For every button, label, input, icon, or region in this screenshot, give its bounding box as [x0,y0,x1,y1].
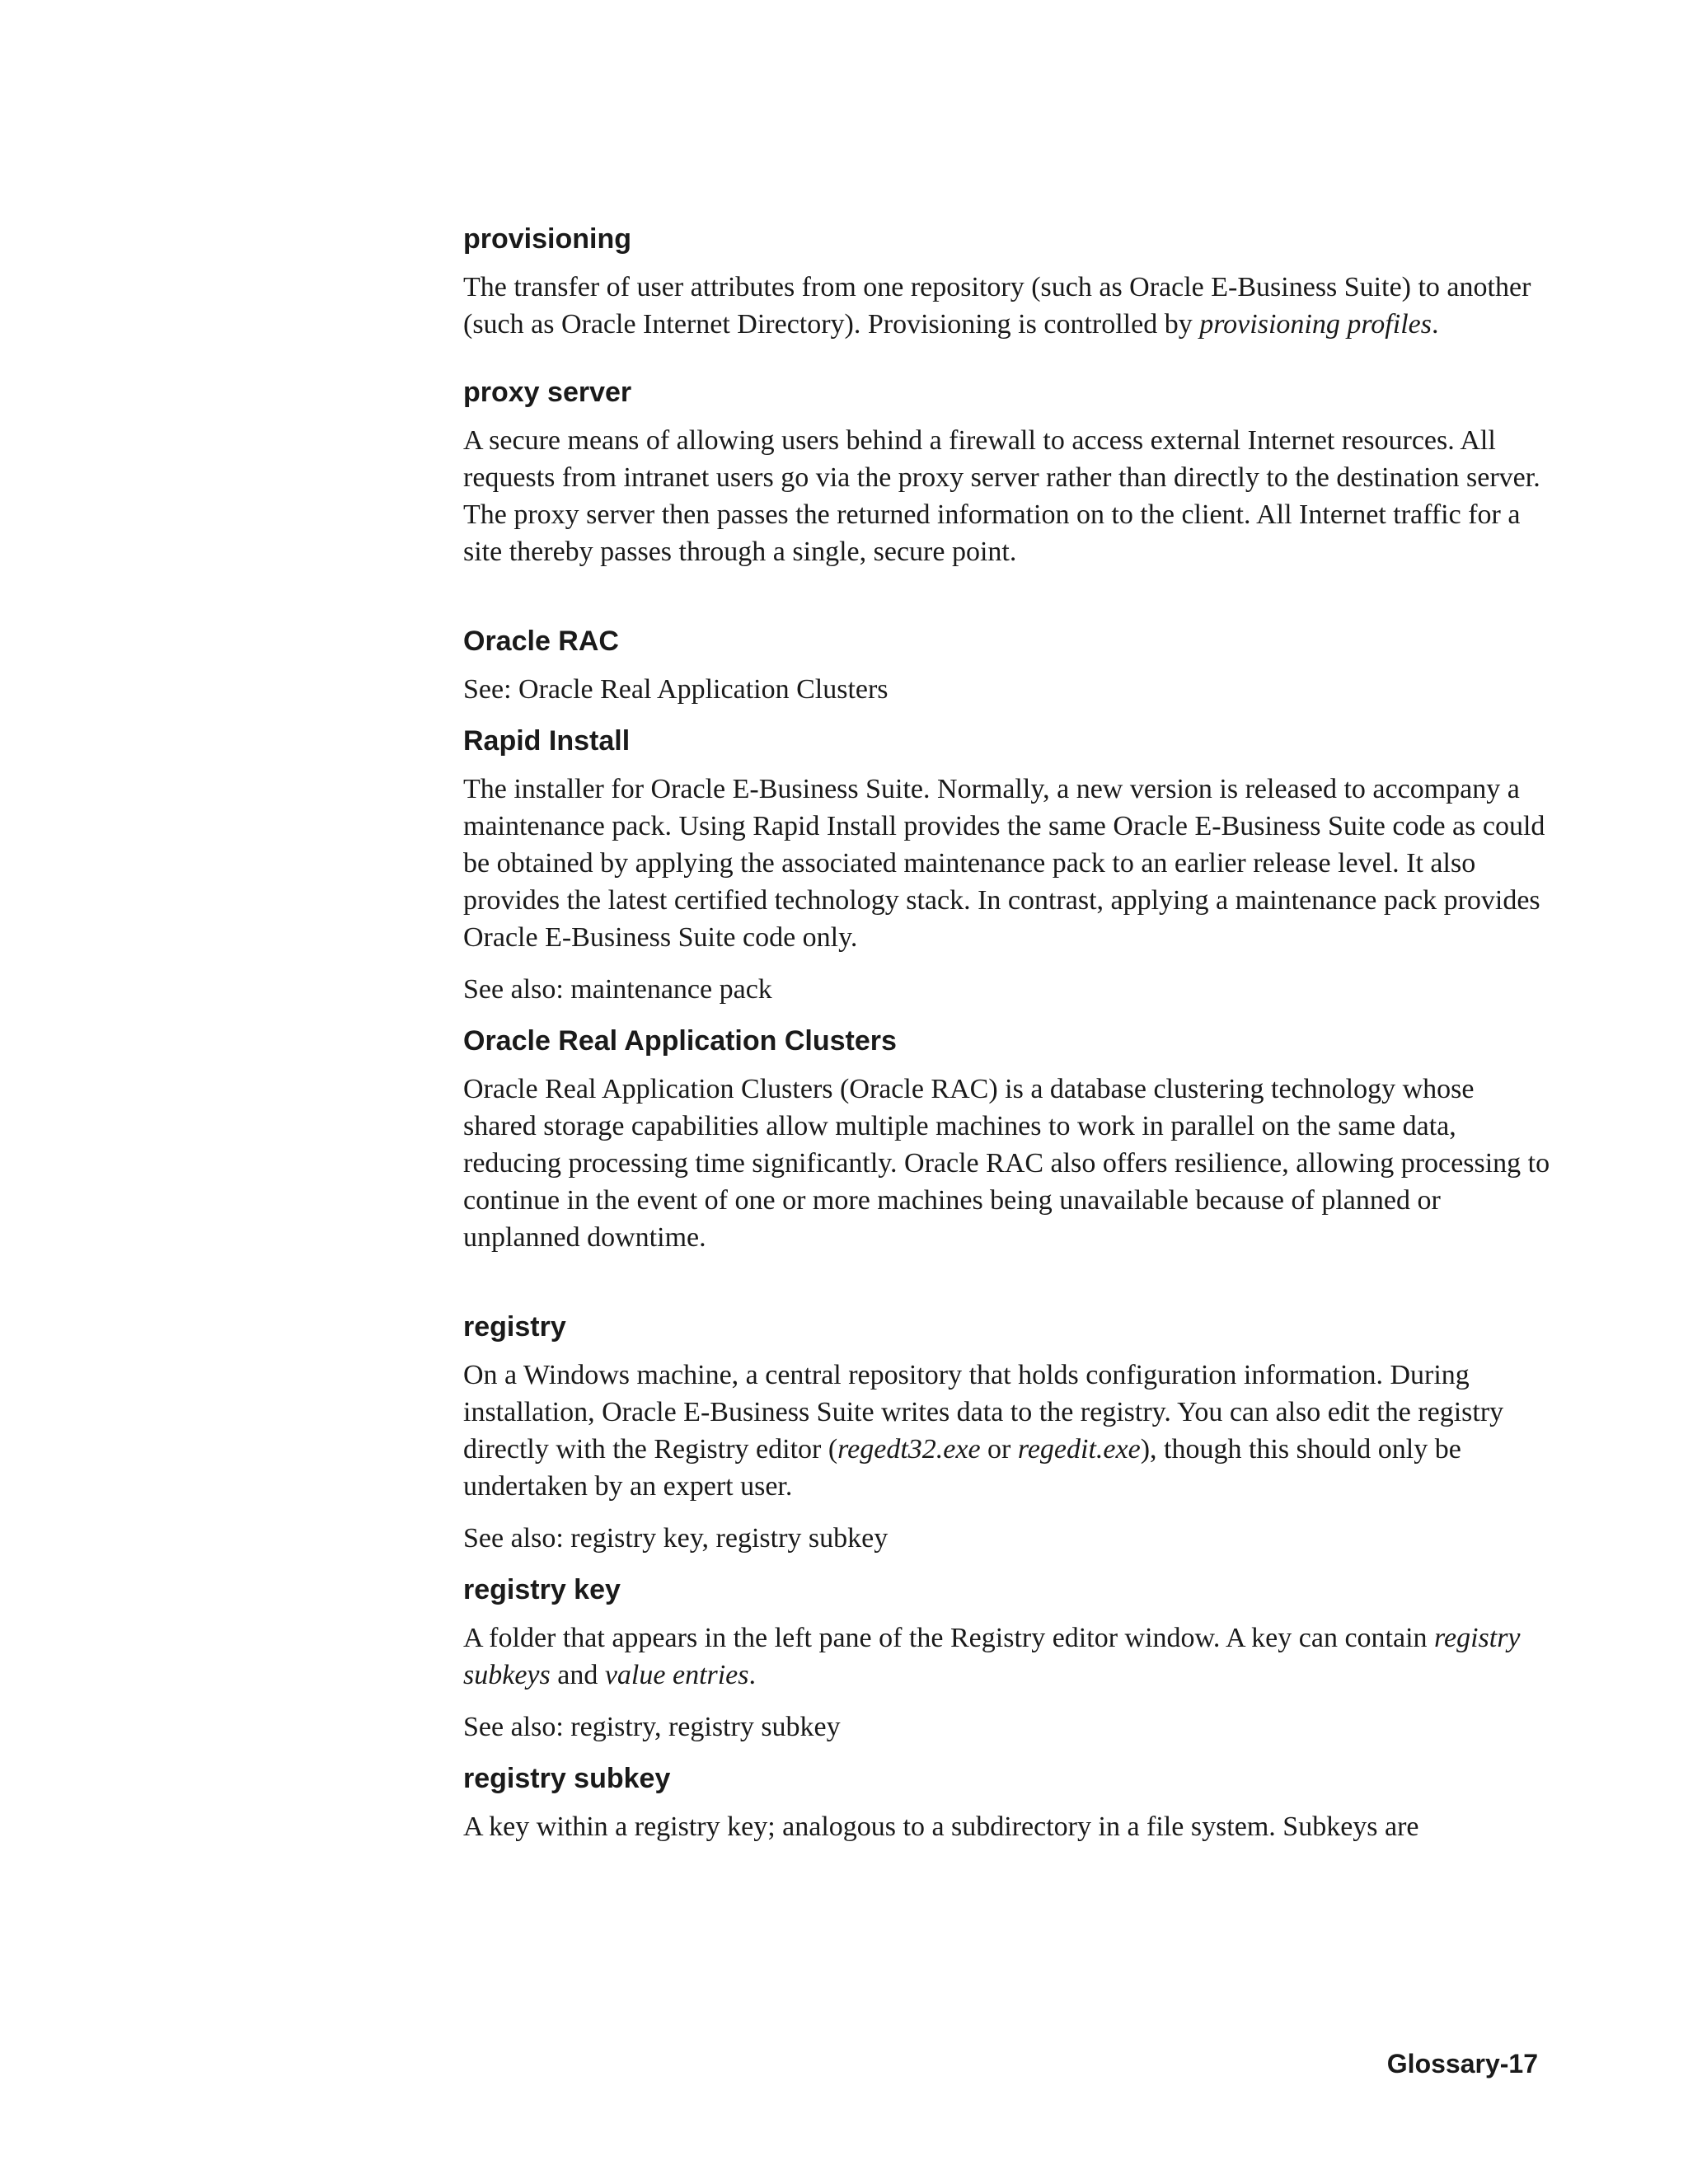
definition-text: . [748,1660,757,1690]
glossary-term: registry subkey [463,1763,671,1794]
glossary-term: registry key [463,1574,621,1605]
definition-text: and [550,1660,605,1690]
definition-emphasis: registry subkeys [463,1623,1521,1690]
glossary-definition [463,1619,1551,1694]
definition-text: On a Windows machine, a central repository that holds configuration information. During installation, Oracle E-Business Suite writes data to the registry. You can also edit the registry directly with the Registry editor ( [463,1360,1504,1465]
definition-text: . [1431,309,1439,340]
definition-emphasis: regedit.exe [1017,1434,1141,1465]
glossary-content [463,221,1551,1860]
glossary-entry-registry-key [463,1572,1551,1746]
glossary-entry-rapid-install [463,723,1551,1008]
glossary-term: proxy server [463,377,632,408]
glossary-entry-registry [463,1309,1551,1557]
glossary-see-also: See also: registry, registry subkey [463,1712,841,1742]
definition-emphasis: regedt32.exe [837,1434,981,1465]
glossary-entry-oracle-real-application-clusters [463,1023,1551,1256]
definition-text: ), though this should only be undertaken by an expert user. [463,1434,1461,1502]
glossary-definition [463,1357,1551,1505]
glossary-entry-proxy-server [463,374,1551,570]
definition-emphasis: value entries [604,1660,749,1690]
glossary-see-reference: See: Oracle Real Application Clusters [463,674,889,705]
glossary-definition: The installer for Oracle E-Business Suite. Normally, a new version is released to accompany a maintenance pack. Using Rapid Install provides the same Oracle E-Business Suite code as could be obtained by applying the associated maintenance pack to an earlier release level. It also provides the latest certified technology stack. In contrast, applying a maintenance pack provides Oracle E-Business Suite code only. [463,774,1545,953]
definition-emphasis: provisioning profiles [1199,309,1432,340]
glossary-entry-oracle-rac [463,623,1551,708]
glossary-see-also: See also: maintenance pack [463,974,772,1005]
glossary-definition: Oracle Real Application Clusters (Oracle RAC) is a database clustering technology whose shared storage capabilities allow multiple machines to work in parallel on the same data, reducing processing time significantly. Oracle RAC also offers resilience, allowing processing to continue in the event of one or more machines being unavailable because of planned or unplanned downtime. [463,1074,1550,1253]
page-number: Glossary-17 [1386,2049,1538,2079]
glossary-term: provisioning [463,223,631,255]
glossary-term: Oracle Real Application Clusters [463,1025,897,1057]
glossary-definition: A key within a registry key; analogous to a subdirectory in a file system. Subkeys are [463,1811,1419,1842]
glossary-entry-provisioning [463,221,1551,343]
glossary-see-also: See also: registry key, registry subkey [463,1523,889,1554]
glossary-entry-registry-subkey [463,1760,1551,1845]
glossary-term: Oracle RAC [463,626,619,657]
definition-text: A folder that appears in the left pane of the Registry editor window. A key can contain [463,1623,1435,1653]
definition-text: The transfer of user attributes from one repository (such as Oracle E-Business Suite) to another (such as Oracle Internet Directory). Provisioning is controlled by [463,272,1531,340]
glossary-term: registry [463,1311,566,1343]
glossary-definition: A secure means of allowing users behind a firewall to access external Internet resources. All requests from intranet users go via the proxy server rather than directly to the destination server. The proxy server then passes the returned information on to the client. All Internet traffic for a site thereby passes through a single, secure point. [463,425,1540,567]
glossary-definition [463,269,1551,343]
definition-text: or [980,1434,1018,1465]
glossary-term: Rapid Install [463,725,631,757]
